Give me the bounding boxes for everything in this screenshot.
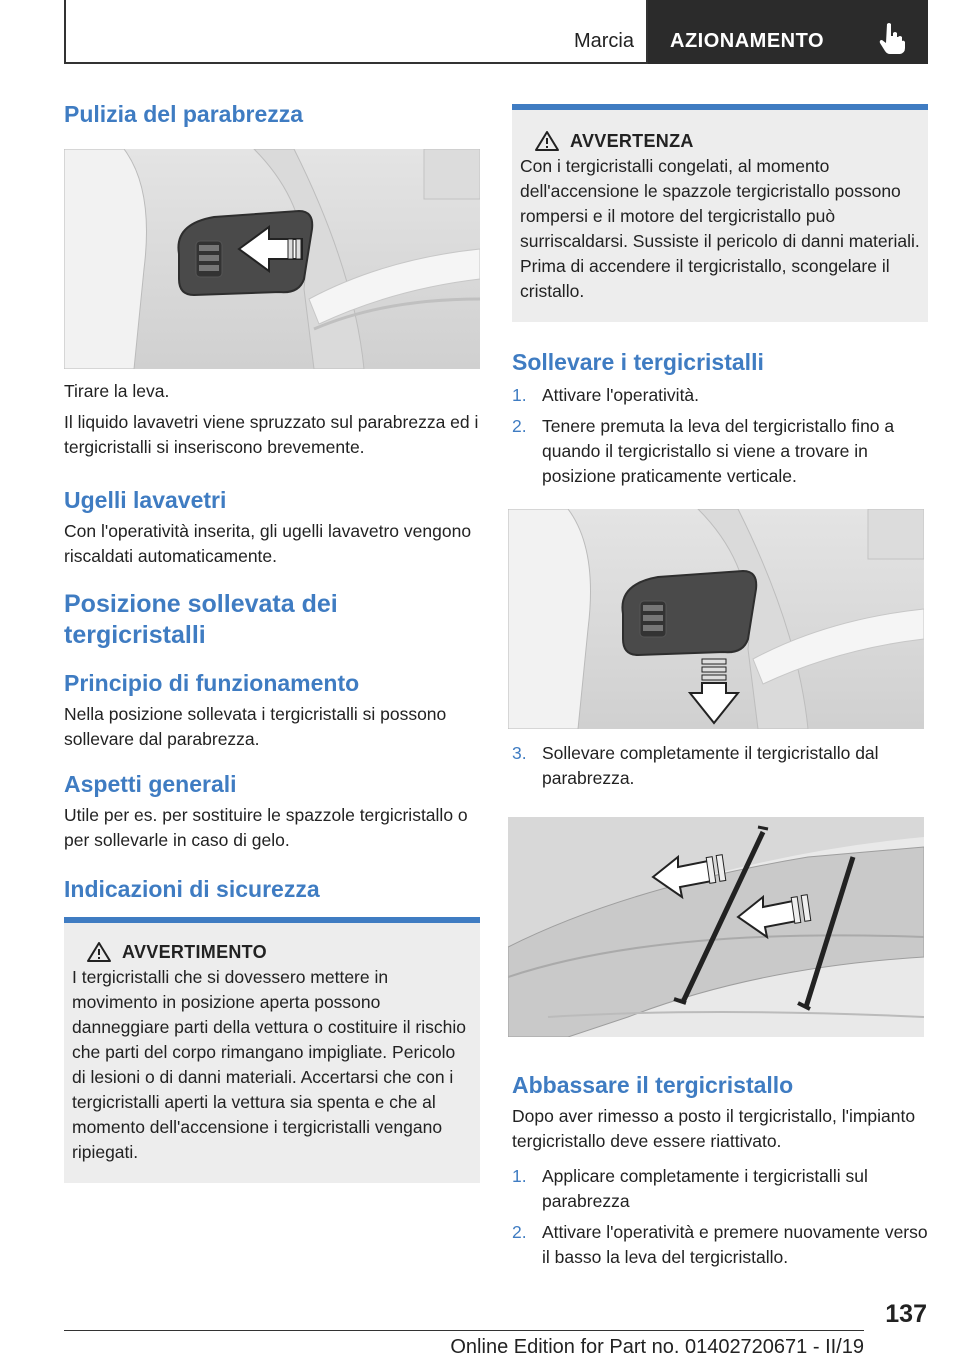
- wiper-lever-pull-illustration: [64, 149, 480, 369]
- heading-abbassare: Abbassare il tergicristallo: [512, 1071, 794, 1098]
- warning-triangle-icon: [534, 130, 560, 152]
- page-number: 137: [885, 1300, 927, 1328]
- header-section-box: [64, 0, 648, 64]
- right-column: [512, 104, 928, 1270]
- heading-sollevare: Sollevare i tergicristalli: [512, 349, 764, 375]
- text-ugelli: Con l'operatività inserita, gli ugelli lavavetro vengono riscaldati automaticamente.: [64, 520, 472, 566]
- warning-title: AVVERTIMENTO: [122, 941, 267, 962]
- left-column: [64, 100, 480, 1183]
- warning-box-avvertenza: [512, 104, 928, 322]
- warning-text: Con i tergicristalli congelati, al momento dell'accensione le spazzole tergicristallo possono rompersi e il motore del tergicristallo può surriscaldarsi. Sussiste il pericolo di danni materiali. Prima di accendere il tergicristallo, scongelare il cristallo.: [520, 156, 920, 301]
- warning-box-avvertimento: [64, 917, 480, 1183]
- heading-aspetti: Aspetti generali: [64, 770, 237, 797]
- warning-text: I tergicristalli che si dovessero mettere in movimento in posizione aperta possono danneggiare parti della vettura o costituire il rischio che parti del corpo rimangano impigliate. Pericolo di lesioni o di danni materiali. Accertarsi che con i tergicristalli aperti la vettura sia spenta e che al momento dell'accensione i tergicristalli vengano ripiegati.: [72, 967, 466, 1163]
- wiper-lever-down-illustration: [508, 509, 924, 729]
- heading-ugelli: Ugelli lavavetri: [64, 486, 227, 513]
- page-header: [64, 0, 928, 66]
- steps-sollevare-3: [512, 741, 928, 791]
- text-tirare: Tirare la leva.: [64, 380, 170, 401]
- hand-pointer-icon: [878, 22, 906, 54]
- header-chapter-box: [648, 0, 928, 64]
- warning-triangle-icon: [86, 941, 112, 963]
- header-chapter: AZIONAMENTO: [670, 30, 825, 52]
- steps-sollevare: [512, 383, 928, 489]
- list-item: 1. Applicare completamente i tergicristalli sul parabrezza: [512, 1165, 868, 1211]
- heading-pulizia: Pulizia del parabrezza: [64, 101, 304, 127]
- heading-sicurezza: Indicazioni di sicurezza: [64, 875, 320, 902]
- footer-edition: Online Edition for Part no. 01402720671 - II/19: [450, 1336, 864, 1358]
- text-liquido: Il liquido lavavetri viene spruzzato sul parabrezza ed i tergicristalli si inseriscono brevemente.: [64, 411, 479, 457]
- text-aspetti: Utile per es. per sostituire le spazzole tergicristallo o per sollevarle in caso di gelo.: [64, 804, 468, 850]
- list-item: 2. Tenere premuta la leva del tergicristallo fino a quando il tergicristallo si viene a trovare in posizione praticamente verticale.: [512, 415, 895, 486]
- heading-principio: Principio di funzionamento: [64, 670, 360, 696]
- header-section: Marcia: [573, 30, 634, 52]
- footer-rule: [64, 1330, 864, 1331]
- warning-title: AVVERTENZA: [570, 130, 694, 151]
- steps-abbassare: [512, 1164, 928, 1270]
- text-abbassare: Dopo aver rimesso a posto il tergicristallo, l'impianto tergicristallo deve essere riattivato.: [512, 1105, 916, 1151]
- list-item: 3. Sollevare completamente il tergicristallo dal parabrezza.: [512, 742, 879, 788]
- windshield-wipers-illustration: [508, 817, 924, 1037]
- heading-posizione: Posizione sollevata dei tergicristalli: [64, 589, 338, 649]
- list-item: 2. Attivare l'operatività e premere nuovamente verso il basso la leva del tergicristallo.: [512, 1221, 928, 1267]
- text-principio: Nella posizione sollevata i tergicristalli si possono sollevare dal parabrezza.: [64, 703, 447, 749]
- list-item: 1. Attivare l'operatività.: [512, 384, 700, 405]
